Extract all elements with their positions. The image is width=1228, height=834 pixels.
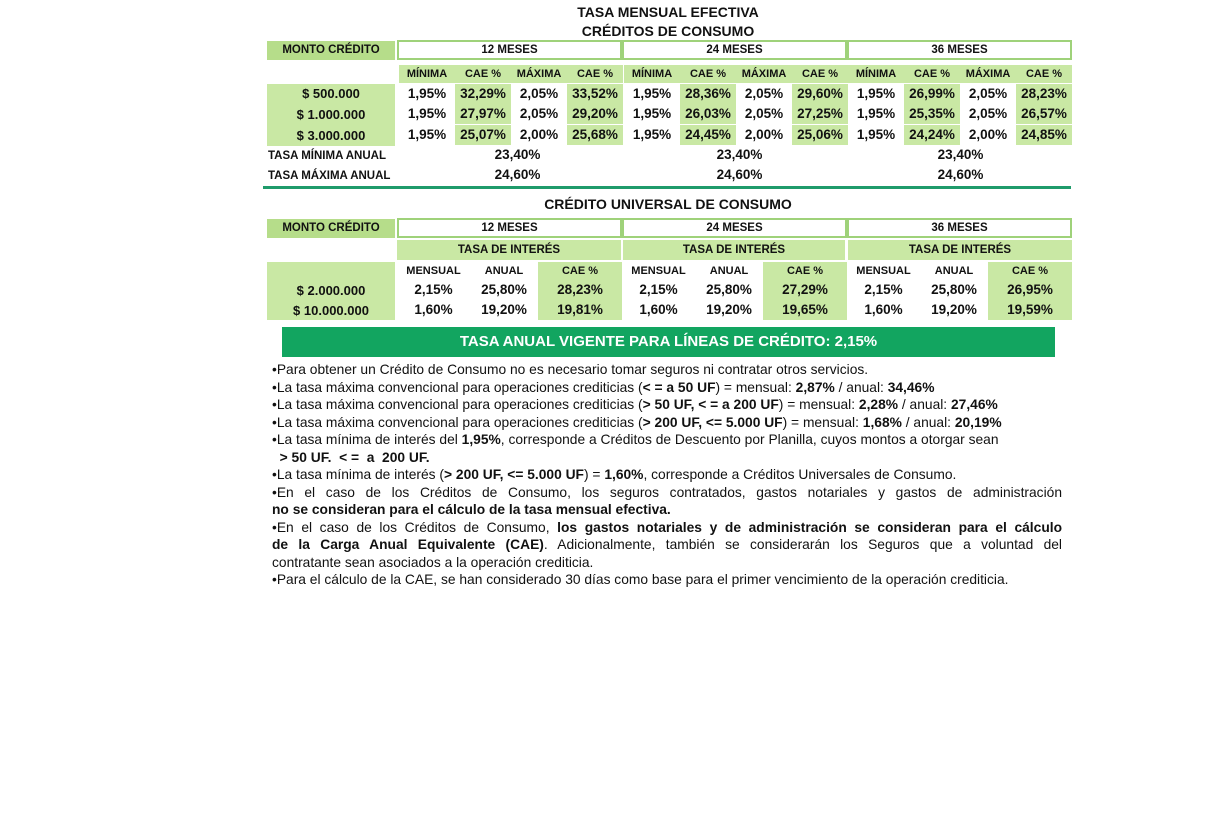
rate-cell: 25,35% [904,104,960,124]
rate-cell: 2,15% [639,282,678,297]
column-header: CAE % [988,262,1072,280]
tasa-interes-header-12: TASA DE INTERÉS [397,240,621,260]
period-header-24-u: 24 MESES [622,218,847,238]
rate-cell: 2,00% [744,127,784,142]
rate-cell: 25,80% [706,282,752,297]
rate-cell: 32,29% [455,84,511,104]
column-header: ANUAL [709,265,749,277]
rate-cell: 1,95% [407,127,447,142]
rate-cell: 1,60% [639,302,678,317]
rate-cell: 26,95% [1007,282,1053,297]
note-8-line3: contratante sean asociados a la operación crediticia. [272,554,594,570]
footnotes [272,361,1062,589]
monto-credito-header-2: MONTO CRÉDITO [267,219,395,238]
rate-cell: 33,52% [567,84,623,104]
rate-cell: 2,15% [864,282,903,297]
rate-cell: 1,95% [856,127,896,142]
amount-cell: $ 3.000.000 [296,128,366,143]
note-6: •La tasa mínima de interés (> 200 UF, <= 5.000 UF) = 1,60%, corresponde a Créditos Universales de Consumo. [272,467,957,482]
column-header: MÍNIMA [624,65,680,83]
rate-cell: 25,80% [481,282,527,297]
column-header: MÍNIMA [399,65,455,83]
note-2: •La tasa máxima convencional para operaciones crediticias (< = a 50 UF) = mensual: 2,87% / anual: 34,46% [272,379,935,395]
rate-cell: 1,95% [632,86,672,101]
tasa-interes-header-36: TASA DE INTERÉS [848,240,1072,260]
column-header: ANUAL [484,265,524,277]
min-anual-24: 23,40% [716,147,763,162]
period-header-24: 24 MESES [622,40,847,60]
period-header-12: 12 MESES [397,40,622,60]
rate-cell: 19,20% [931,302,977,317]
note-8-line1: •En el caso de los Créditos de Consumo, los gastos notariales y de administración se consideran para el cálculo [272,519,1063,535]
note-5: •La tasa mínima de interés del 1,95%, corresponde a Créditos de Descuento por Planilla, cuyos montos a otorgar sean > 50 UF. < = a 200 UF. [272,432,999,465]
tasa-interes-header-24: TASA DE INTERÉS [623,240,845,260]
rate-cell: 2,15% [414,282,453,297]
rate-cell: 25,80% [931,282,977,297]
column-header: ANUAL [934,265,974,277]
rate-cell: 1,60% [414,302,453,317]
table2-title: CRÉDITO UNIVERSAL DE CONSUMO [544,196,792,212]
column-header: MENSUAL [406,265,461,277]
rate-cell: 2,05% [968,86,1008,101]
note-3: •La tasa máxima convencional para operaciones crediticias (> 50 UF, < = a 200 UF) = mensual: 2,28% / anual: 27,46% [272,397,998,412]
column-header: MÁXIMA [736,65,792,83]
section-divider [263,186,1071,189]
max-anual-12: 24,60% [494,167,541,182]
rate-cell: 29,20% [567,104,623,124]
column-header: CAE % [792,65,848,83]
tasa-minima-anual-label: TASA MÍNIMA ANUAL [268,150,386,162]
rate-cell: 25,07% [455,125,511,145]
rate-cell: 26,03% [680,104,736,124]
rate-cell: 28,36% [680,84,736,104]
rate-cell: 2,00% [968,127,1008,142]
lineas-credito-banner: TASA ANUAL VIGENTE PARA LÍNEAS DE CRÉDITO: 2,15% [282,327,1055,357]
period-header-36: 36 MESES [847,40,1072,60]
rate-cell: 2,05% [744,86,784,101]
rate-cell: 1,95% [856,86,896,101]
amount-spacer [267,262,395,281]
period-header-36-u: 36 MESES [847,218,1072,238]
rate-cell: 28,23% [557,282,603,297]
column-header: MENSUAL [856,265,911,277]
column-header: CAE % [538,262,622,280]
min-anual-12: 23,40% [494,147,541,162]
period-header-12-u: 12 MESES [397,218,622,238]
column-header: CAE % [763,262,847,280]
rate-cell: 25,68% [567,125,623,145]
column-header: MÍNIMA [848,65,904,83]
rate-cell: 26,57% [1016,104,1072,124]
column-header: CAE % [680,65,736,83]
rate-cell: 2,00% [519,127,559,142]
rate-cell: 1,95% [632,127,672,142]
rate-cell: 28,23% [1016,84,1072,104]
tasa-maxima-anual-label: TASA MÁXIMA ANUAL [268,170,391,182]
note-9: •Para el cálculo de la CAE, se han considerado 30 días como base para el primer vencimiento de la operación crediticia. [272,572,1009,587]
rate-cell: 27,97% [455,104,511,124]
rate-cell: 19,59% [1007,302,1053,317]
column-header: CAE % [904,65,960,83]
max-anual-24: 24,60% [716,167,763,182]
rate-cell: 27,29% [782,282,828,297]
max-anual-36: 24,60% [937,167,984,182]
rate-cell: 24,24% [904,125,960,145]
column-header: MÁXIMA [511,65,567,83]
note-7-line2: no se consideran para el cálculo de la tasa mensual efectiva. [272,502,671,517]
rate-cell: 1,95% [632,106,672,121]
amount-cell: $ 500.000 [302,86,360,101]
rate-cell: 19,81% [557,302,603,317]
column-header: CAE % [455,65,511,83]
rate-cell: 24,45% [680,125,736,145]
column-header: CAE % [1016,65,1072,83]
note-8-line2: de la Carga Anual Equivalente (CAE). Adicionalmente, también se considerarán los Seguros que a voluntad del [272,537,1062,552]
rate-cell: 1,60% [864,302,903,317]
amount-column-2 [267,262,395,320]
note-7-line1: •En el caso de los Créditos de Consumo, los seguros contratados, gastos notariales y gastos de administración [272,484,1062,500]
rate-cell: 27,25% [792,104,848,124]
note-1: •Para obtener un Crédito de Consumo no es necesario tomar seguros ni contratar otros servicios. [272,362,869,377]
note-4: •La tasa máxima convencional para operaciones crediticias (> 200 UF, <= 5.000 UF) = mensual: 1,68% / anual: 20,19% [272,414,1002,430]
amount-cell: $ 2.000.000 [296,283,366,298]
rate-cell: 26,99% [904,84,960,104]
rate-cell: 2,05% [519,106,559,121]
rate-cell: 1,95% [856,106,896,121]
rate-cell: 2,05% [744,106,784,121]
amount-cell: $ 10.000.000 [293,303,369,318]
column-header: CAE % [567,65,623,83]
min-anual-36: 23,40% [937,147,984,162]
rate-cell: 24,85% [1016,125,1072,145]
monto-credito-header: MONTO CRÉDITO [267,41,395,60]
column-header: MÁXIMA [960,65,1016,83]
table1-title: TASA MENSUAL EFECTIVA [577,4,759,20]
column-header: MENSUAL [631,265,686,277]
rate-cell: 29,60% [792,84,848,104]
rate-cell: 19,20% [481,302,527,317]
rate-cell: 2,05% [519,86,559,101]
rate-cell: 19,20% [706,302,752,317]
rate-cell: 25,06% [792,125,848,145]
amount-cell: $ 1.000.000 [296,107,366,122]
rate-cell: 1,95% [407,86,447,101]
table1-subtitle: CRÉDITOS DE CONSUMO [581,23,755,39]
amount-column [267,84,395,146]
rate-cell: 2,05% [968,106,1008,121]
rate-cell: 1,95% [407,106,447,121]
rate-cell: 19,65% [782,302,828,317]
